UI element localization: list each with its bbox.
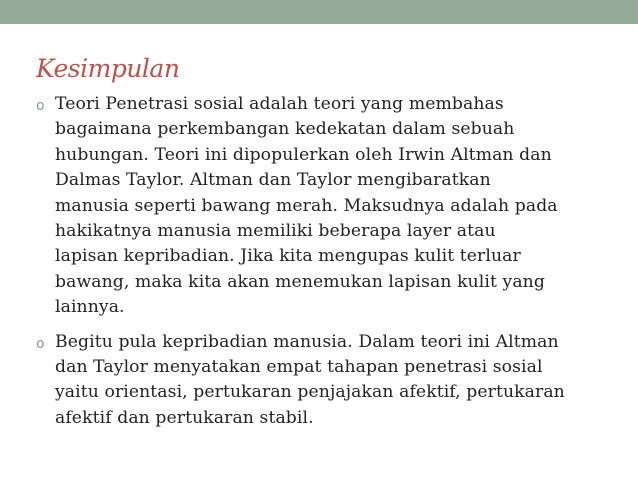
bullet-item xyxy=(36,330,614,432)
bullet-line: Teori Penetrasi sosial adalah teori yang membahas xyxy=(55,94,504,114)
bullet-line: bawang, maka kita akan menemukan lapisan kulit yang xyxy=(55,271,545,292)
bullet-line: afektif dan pertukaran stabil. xyxy=(55,407,314,428)
bullet-line: Begitu pula kepribadian manusia. Dalam teori ini Altman xyxy=(55,331,559,352)
bullet-line: manusia seperti bawang merah. Maksudnya adalah pada xyxy=(55,195,558,216)
bullet-list xyxy=(36,92,614,440)
bullet-line: dan Taylor menyatakan empat tahapan penetrasi sosial xyxy=(55,357,543,378)
bullet-line: hakikatnya manusia memiliki beberapa layer atau xyxy=(55,221,496,242)
top-accent-bar xyxy=(0,0,638,24)
bullet-line: hubungan. Teori ini dipopulerkan oleh Irwin Altman dan xyxy=(55,144,552,165)
bullet-line: lainnya. xyxy=(55,297,125,318)
slide-title: Kesimpulan xyxy=(36,54,180,83)
bullet-marker-icon: o xyxy=(36,335,45,352)
bullet-line: yaitu orientasi, pertukaran penjajakan afektif, pertukaran xyxy=(55,382,565,403)
bullet-line: Dalmas Taylor. Altman dan Taylor mengibaratkan xyxy=(55,170,491,191)
bullet-line: bagaimana perkembangan kedekatan dalam sebuah xyxy=(55,119,515,140)
bullet-text xyxy=(55,92,614,321)
bullet-marker-icon: o xyxy=(36,98,45,114)
bullet-line: lapisan kepribadian. Jika kita mengupas kulit terluar xyxy=(55,246,521,267)
bullet-item xyxy=(36,92,614,321)
bullet-text xyxy=(55,330,614,432)
